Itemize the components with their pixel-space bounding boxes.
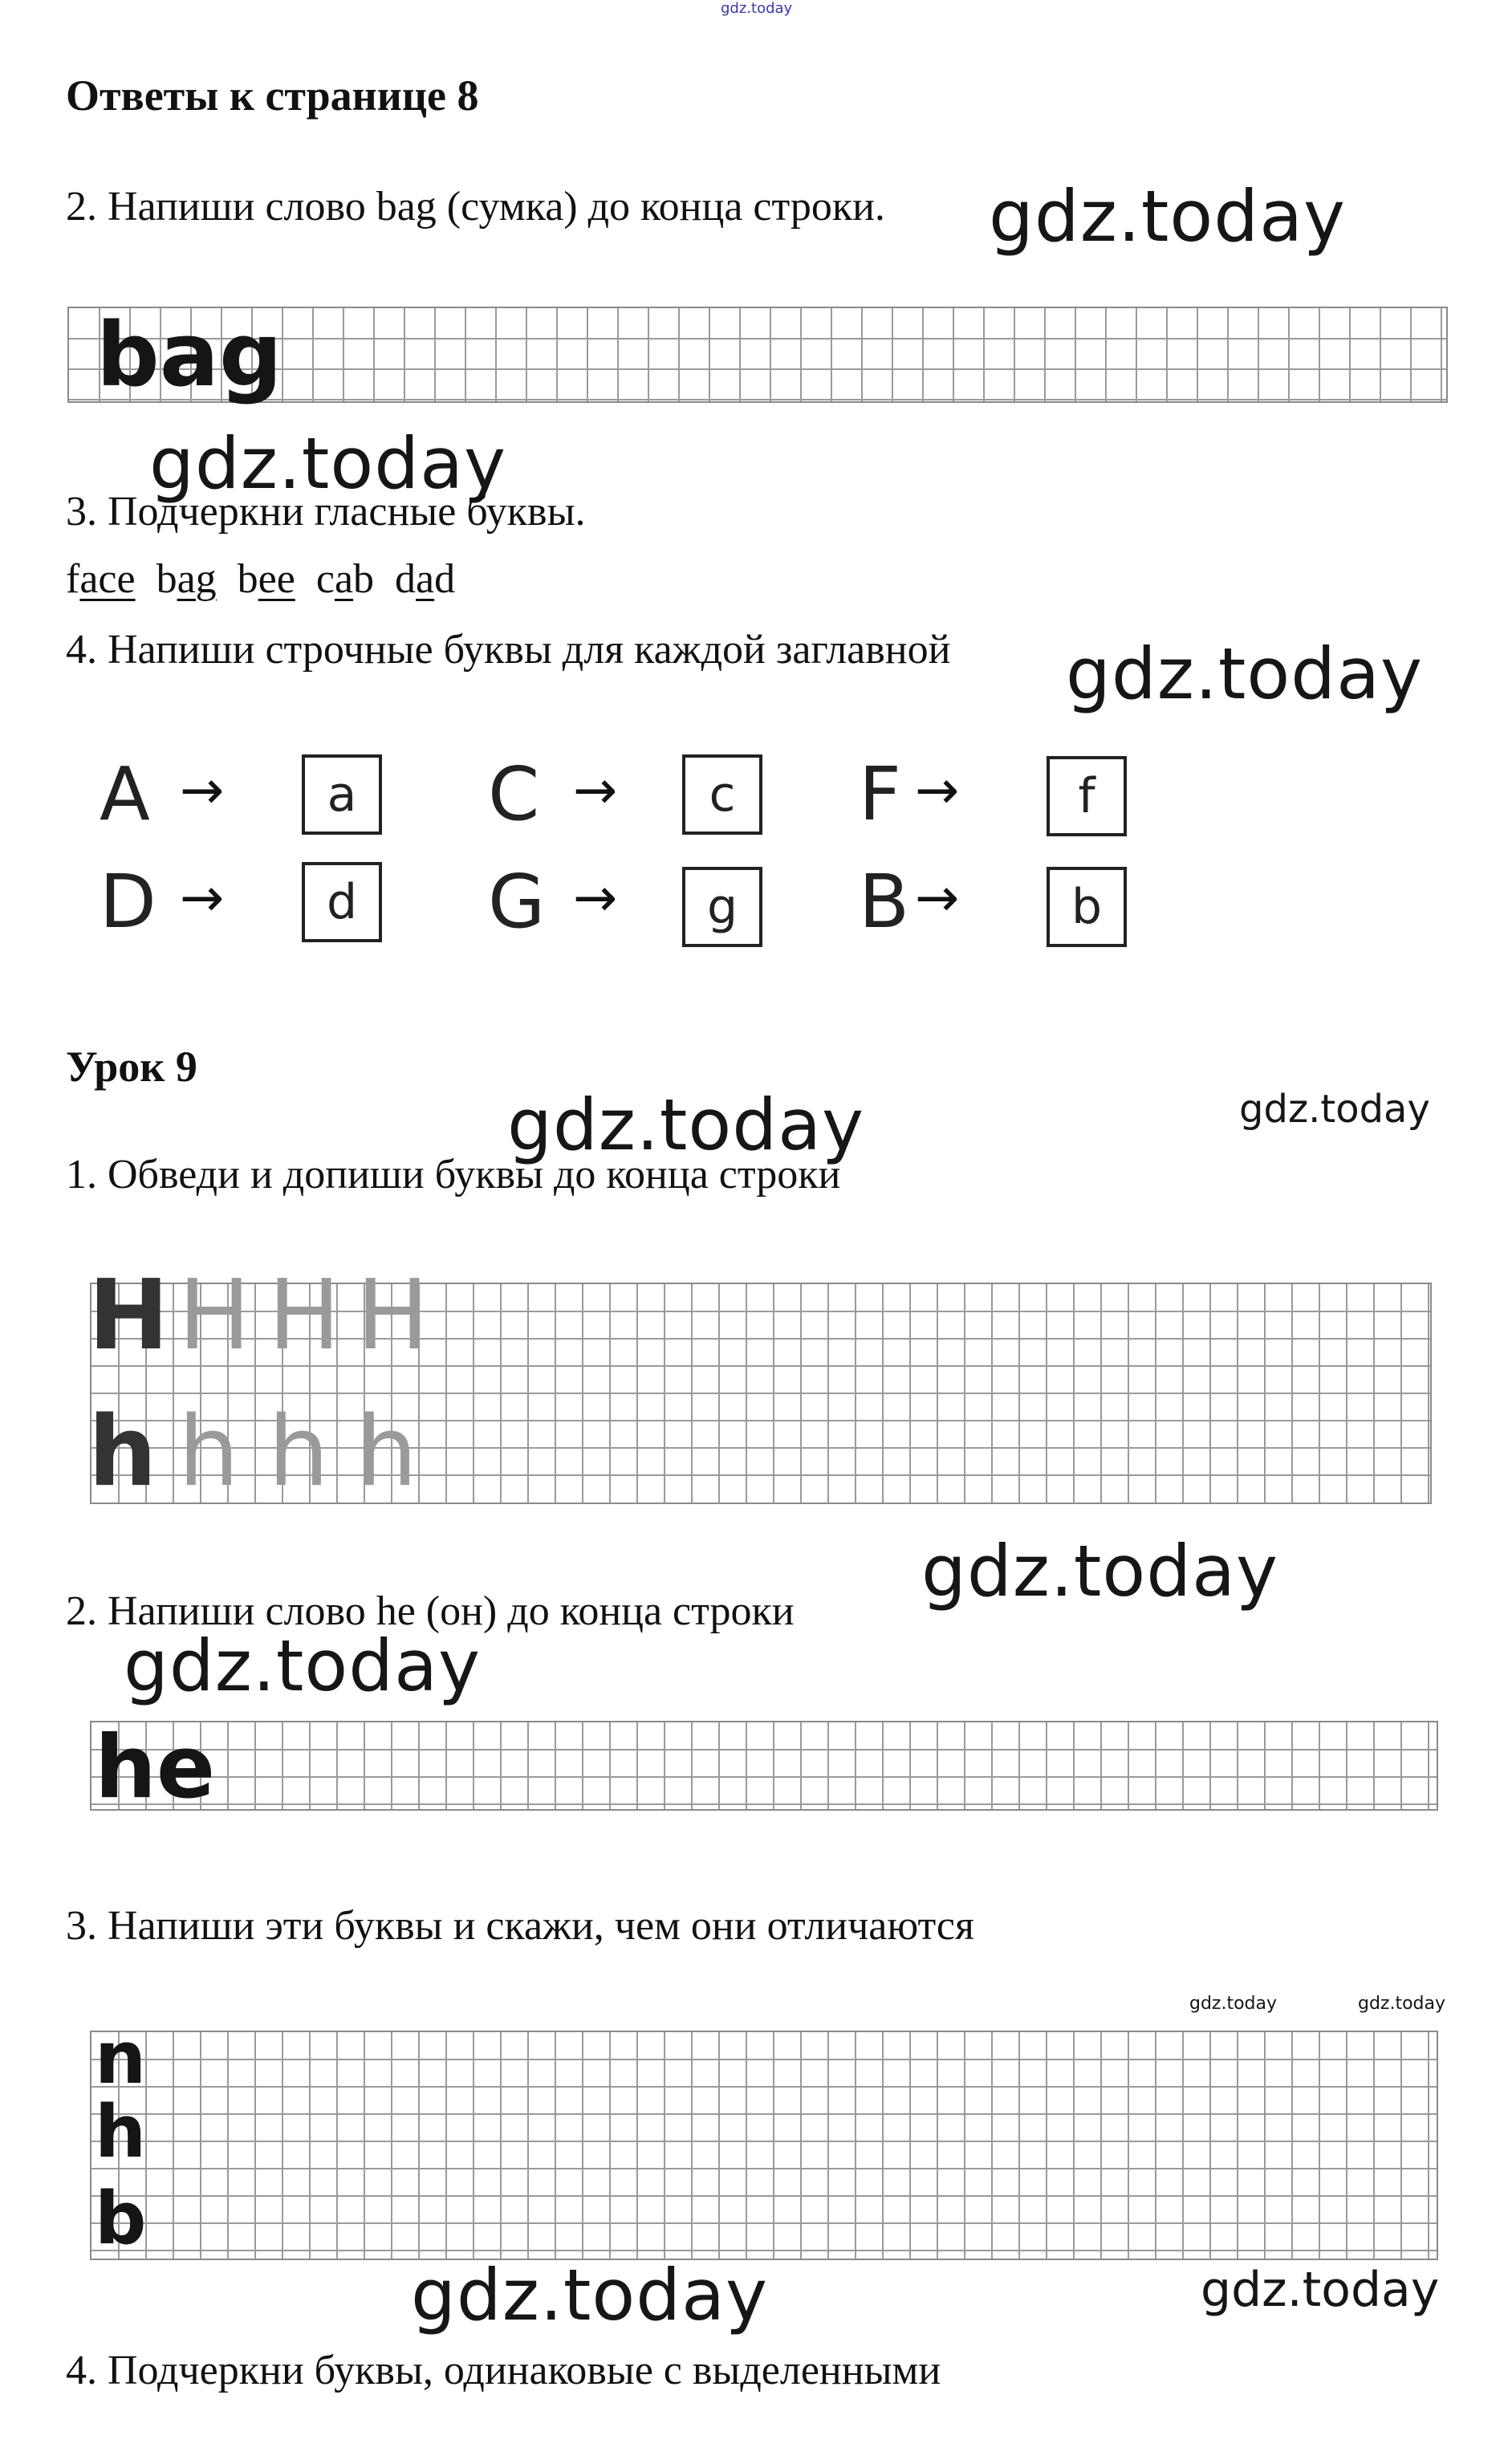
lesson9-task-1-text: 1. Обведи и допиши буквы до конца строки — [66, 1152, 841, 1197]
arrow-icon: → — [573, 867, 618, 929]
lowercase-answer-box: b — [1047, 867, 1127, 947]
lowercase-answer-box: g — [682, 867, 762, 947]
uppercase-letter: B — [859, 859, 910, 945]
lowercase-answer-box: a — [302, 754, 382, 835]
task-2-text: 2. Напиши слово bag (сумка) до конца строки. — [66, 184, 885, 230]
vowel-word — [156, 556, 217, 602]
writing-grid-nhb — [90, 2031, 1438, 2260]
sample-letter-h: h — [95, 2090, 147, 2174]
task-4-text: 4. Напиши строчные буквы для каждой заглавной — [66, 627, 951, 673]
trace-letter-h: h — [88, 1397, 157, 1508]
lesson9-task-3-text: 3. Напиши эти буквы и скажи, чем они отличаются — [66, 1903, 974, 1949]
vowel-word — [316, 556, 374, 602]
sample-letter-b: b — [95, 2177, 147, 2261]
lesson9-task-4-text: 4. Подчеркни буквы, одинаковые с выделенными — [66, 2348, 941, 2393]
word-part: b — [156, 556, 177, 602]
underlined-vowels: ace — [79, 556, 136, 602]
word-part: b — [237, 556, 258, 602]
sample-word-he: he — [95, 1718, 216, 1818]
vowel-word — [66, 556, 136, 602]
watermark: gdz.today — [921, 1530, 1279, 1612]
sample-word-bag: bag — [96, 303, 282, 406]
underlined-vowels: ee — [258, 556, 295, 602]
page-title: Ответы к странице 8 — [66, 71, 479, 120]
letter-pairs — [67, 738, 1191, 979]
word-part: f — [66, 556, 80, 602]
word-part: d — [395, 556, 417, 602]
watermark: gdz.today — [989, 175, 1347, 258]
lesson9-task-2-text: 2. Напиши слово he (он) до конца строки — [66, 1588, 795, 1634]
watermark: gdz.today — [507, 1084, 865, 1166]
trace-letter-H-dotted: H — [178, 1260, 251, 1372]
arrow-icon: → — [573, 759, 618, 821]
uppercase-letter: D — [100, 859, 156, 945]
watermark: gdz.today — [1066, 632, 1424, 715]
watermark: gdz.today — [149, 422, 507, 505]
uppercase-letter: A — [100, 751, 150, 837]
uppercase-letter: C — [488, 751, 540, 837]
trace-letter-H: H — [88, 1260, 169, 1372]
underlined-vowels: a — [334, 556, 354, 602]
watermark: gdz.today — [1201, 2262, 1440, 2318]
trace-letter-h-light: h — [356, 1397, 418, 1508]
arrow-icon: → — [180, 759, 225, 821]
word-part: b — [353, 556, 375, 602]
lowercase-answer-box: c — [682, 754, 762, 835]
trace-letter-h-dotted: h — [178, 1397, 240, 1508]
vowel-word — [395, 556, 455, 602]
trace-letter-H-light: H — [356, 1260, 429, 1372]
uppercase-letter: G — [488, 859, 546, 945]
vowel-word — [238, 556, 295, 602]
underlined-vowels: ag — [177, 556, 217, 602]
watermark-top: gdz.today — [721, 0, 793, 17]
trace-letter-H-light: H — [268, 1260, 341, 1372]
arrow-icon: → — [915, 759, 960, 821]
watermark: gdz.today — [1239, 1087, 1430, 1132]
grid-lines — [91, 2032, 1437, 2259]
watermark: gdz.today — [411, 2254, 769, 2336]
arrow-icon: → — [180, 867, 225, 929]
lowercase-answer-box: d — [302, 862, 382, 942]
lowercase-answer-box: f — [1047, 756, 1127, 836]
watermark: gdz.today — [124, 1624, 482, 1707]
word-part: c — [315, 556, 335, 602]
uppercase-letter: F — [859, 751, 901, 837]
writing-grid-he — [90, 1721, 1438, 1811]
word-part: d — [434, 556, 456, 602]
sample-letter-n: n — [95, 2016, 147, 2100]
lesson-heading: Урок 9 — [66, 1043, 197, 1091]
vowel-words — [66, 555, 476, 603]
watermark-small: gdz.today — [1358, 1994, 1446, 2014]
grid-lines — [91, 1722, 1437, 1809]
trace-letter-h-light: h — [268, 1397, 330, 1508]
watermark-small: gdz.today — [1189, 1994, 1278, 2014]
underlined-vowels: a — [416, 556, 435, 602]
task-3-text: 3. Подчеркни гласные буквы. — [66, 489, 586, 535]
arrow-icon: → — [915, 867, 960, 929]
